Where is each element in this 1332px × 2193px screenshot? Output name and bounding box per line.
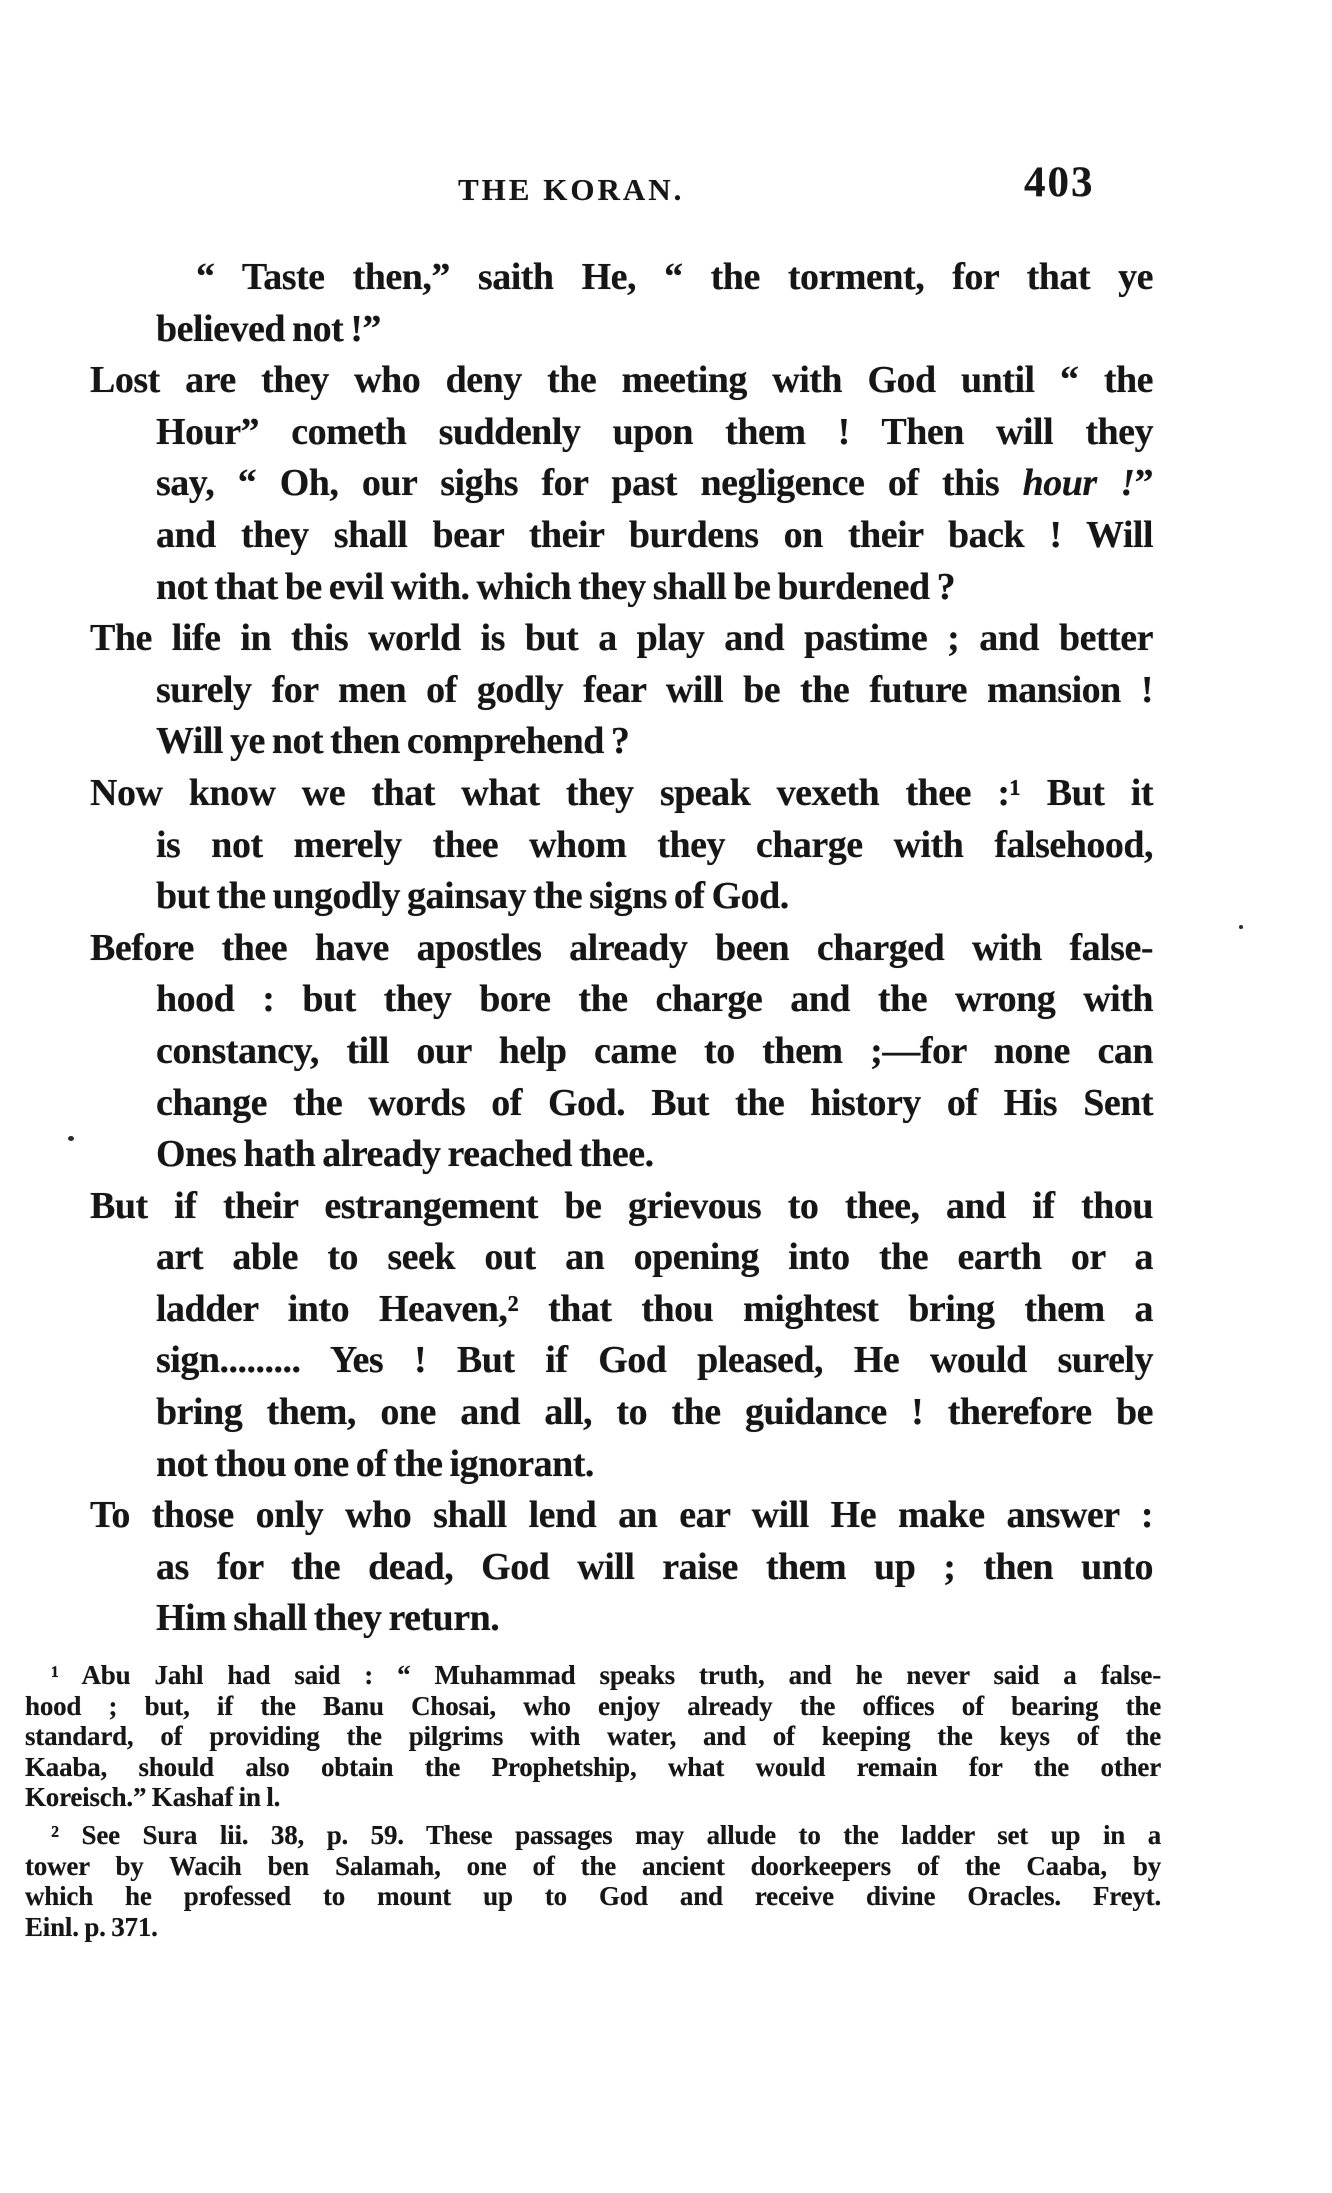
body-line: hood : but they bore the charge and the wrong with (156, 978, 1153, 1021)
running-title: THE KORAN. (458, 172, 685, 207)
body-line: Before thee have apostles already been charged with false- (90, 926, 1153, 969)
footnote-line: Kaaba, should also obtain the Prophetship, what would remain for the other (25, 1751, 1161, 1782)
body-line: Hour” cometh suddenly upon them ! Then will they (156, 410, 1153, 453)
body-line: believed not !” (156, 307, 381, 350)
body-line: surely for men of godly fear will be the future mansion ! (156, 668, 1153, 711)
footnote-line: hood ; but, if the Banu Chosai, who enjoy already the offices of bearing the (25, 1690, 1161, 1721)
body-line: not that be evil with. which they shall be burdened ? (156, 565, 956, 608)
footnote-line: ² See Sura lii. 38, p. 59. These passages may allude to the ladder set up in a (51, 1819, 1161, 1850)
ink-speck (68, 1136, 74, 1141)
body-line: bring them, one and all, to the guidance ! therefore be (156, 1391, 1153, 1434)
body-line: art able to seek out an opening into the earth or a (156, 1236, 1153, 1279)
body-line: Lost are they who deny the meeting with God until “ the (90, 359, 1153, 402)
footnotes-block (25, 1660, 1161, 1942)
body-line: Now know we that what they speak vexeth thee :¹ But it (90, 771, 1153, 814)
body-line: “ Taste then,” saith He, “ the torment, for that ye (196, 256, 1153, 298)
footnote-line: which he professed to mount up to God and receive divine Oracles. Freyt. (25, 1881, 1161, 1912)
body-line: ladder into Heaven,² that thou mightest bring them a (156, 1287, 1153, 1330)
body-line: Will ye not then comprehend ? (156, 720, 630, 763)
footnote (25, 1820, 1161, 1942)
body-line: and they shall bear their burdens on their back ! Will (156, 513, 1153, 556)
footnote-line: tower by Wacih ben Salamah, one of the ancient doorkeepers of the Caaba, by (25, 1850, 1161, 1881)
body-line: say, “ Oh, our sighs for past negligence of this hour !” (156, 462, 1153, 505)
footnote (25, 1660, 1161, 1813)
body-line: sign......... Yes ! But if God pleased, He would surely (156, 1339, 1153, 1382)
body-line: but the ungodly gainsay the signs of God. (156, 875, 789, 918)
body-line: not thou one of the ignorant. (156, 1442, 594, 1485)
footnote-line: Koreisch.” Kashaf in l. (25, 1782, 281, 1813)
footnote-line: Einl. p. 371. (25, 1911, 158, 1942)
ink-speck (1239, 925, 1243, 929)
body-line: is not merely thee whom they charge with falsehood, (156, 823, 1153, 866)
footnote-line: ¹ Abu Jahl had said : “ Muhammad speaks truth, and he never said a false- (51, 1660, 1161, 1690)
footnote-line: standard, of providing the pilgrims with water, and of keeping the keys of the (25, 1721, 1161, 1752)
body-line: constancy, till our help came to them ;—for none can (156, 1029, 1153, 1072)
body-line: The life in this world is but a play and pastime ; and better (90, 617, 1153, 660)
body-line: as for the dead, God will raise them up ; then unto (156, 1545, 1153, 1588)
page-number: 403 (1024, 159, 1095, 206)
body-line: Ones hath already reached thee. (156, 1133, 654, 1176)
body-line: change the words of God. But the history of His Sent (156, 1081, 1153, 1124)
body-line: Him shall they return. (156, 1597, 500, 1640)
body-line: To those only who shall lend an ear will He make answer : (90, 1494, 1153, 1537)
verse-text-block (90, 252, 1153, 1645)
body-line: But if their estrangement be grievous to thee, and if thou (90, 1184, 1153, 1227)
